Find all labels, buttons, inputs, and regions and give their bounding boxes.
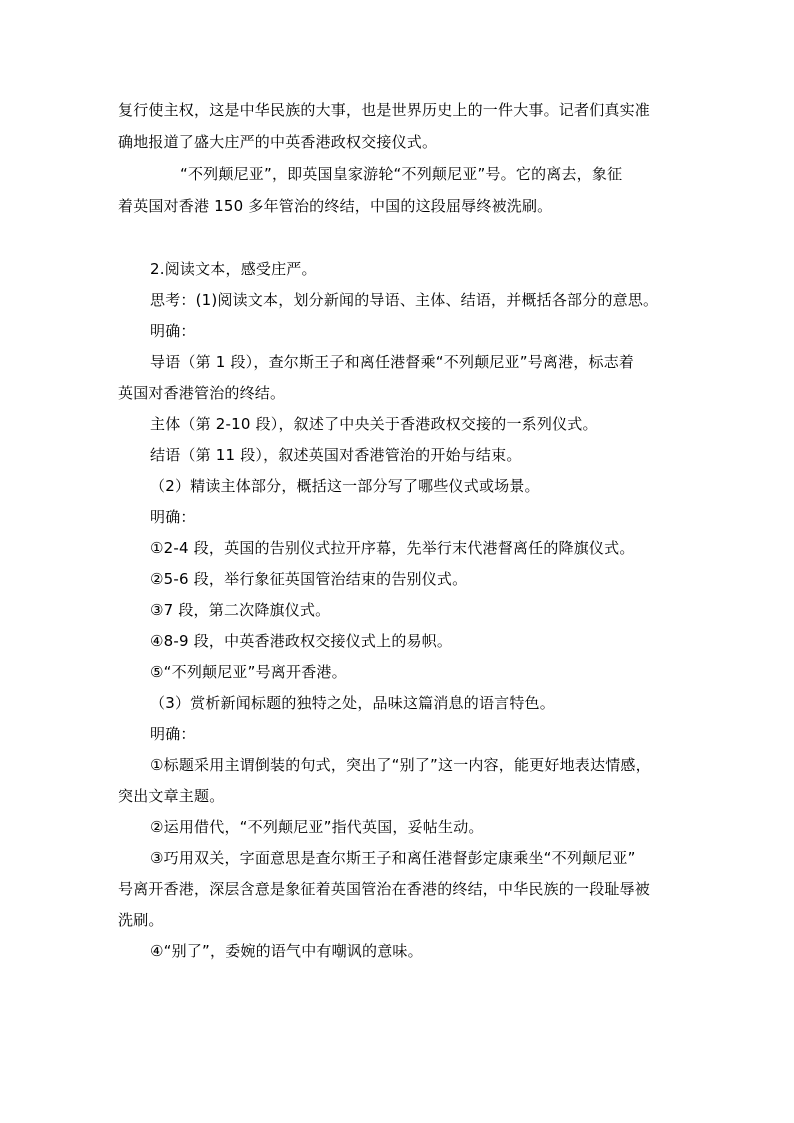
text-line: ②5-6 段，举行象征英国管治结束的告别仪式。 [150,570,468,588]
text-line: “不列颠尼亚”，即英国皇家游轮“不列颠尼亚”号。它的离去，象征 [180,165,623,183]
text-line: ④“别了”，委婉的语气中有嘲讽的意味。 [150,942,423,960]
text-line: （2）精读主体部分，概括这一部分写了哪些仪式或场景。 [150,477,540,495]
text-line: 导语（第 1 段），查尔斯王子和离任港督乘“不列颠尼亚”号离港，标志着 [150,353,635,371]
text-line: （3）赏析新闻标题的独特之处，品味这篇消息的语言特色。 [150,694,555,712]
text-line: 明确： [150,508,196,526]
text-line: ①2-4 段，英国的告别仪式拉开序幕，先举行末代港督离任的降旗仪式。 [150,539,635,557]
text-line: 确地报道了盛大庄严的中英香港政权交接仪式。 [118,133,438,151]
text-line: 主体（第 2-10 段），叙述了中央关于香港政权交接的一系列仪式。 [150,415,598,433]
text-line: 思考：(1)阅读文本，划分新闻的导语、主体、结语，并概括各部分的意思。 [150,291,659,309]
text-line: ④8-9 段，中英香港政权交接仪式上的易帜。 [150,632,453,650]
text-line: 突出文章主题。 [118,787,225,805]
text-line: 英国对香港管治的终结。 [118,384,286,402]
text-line: 复行使主权，这是中华民族的大事，也是世界历史上的一件大事。记者们真实准 [118,101,651,119]
text-line: 洗刷。 [118,911,164,929]
text-line: ⑤“不列颠尼亚”号离开香港。 [150,663,347,681]
text-line: 着英国对香港 150 多年管治的终结，中国的这段屈辱终被洗刷。 [118,197,553,215]
text-line: 明确： [150,725,196,743]
text-line: 2.阅读文本，感受庄严。 [150,260,317,278]
text-line: ③巧用双关，字面意思是查尔斯王子和离任港督彭定康乘坐“不列颠尼亚” [150,849,636,867]
text-line: ③7 段，第二次降旗仪式。 [150,601,331,619]
text-line: 号离开香港，深层含意是象征着英国管治在香港的终结，中华民族的一段耻辱被 [118,880,651,898]
text-line: ②运用借代，“不列颠尼亚”指代英国，妥帖生动。 [150,818,484,836]
text-line: ①标题采用主谓倒装的句式，突出了“别了”这一内容，能更好地表达情感， [150,756,651,774]
text-line: 结语（第 11 段），叙述英国对香港管治的开始与结束。 [150,446,522,464]
text-line: 明确： [150,322,196,340]
